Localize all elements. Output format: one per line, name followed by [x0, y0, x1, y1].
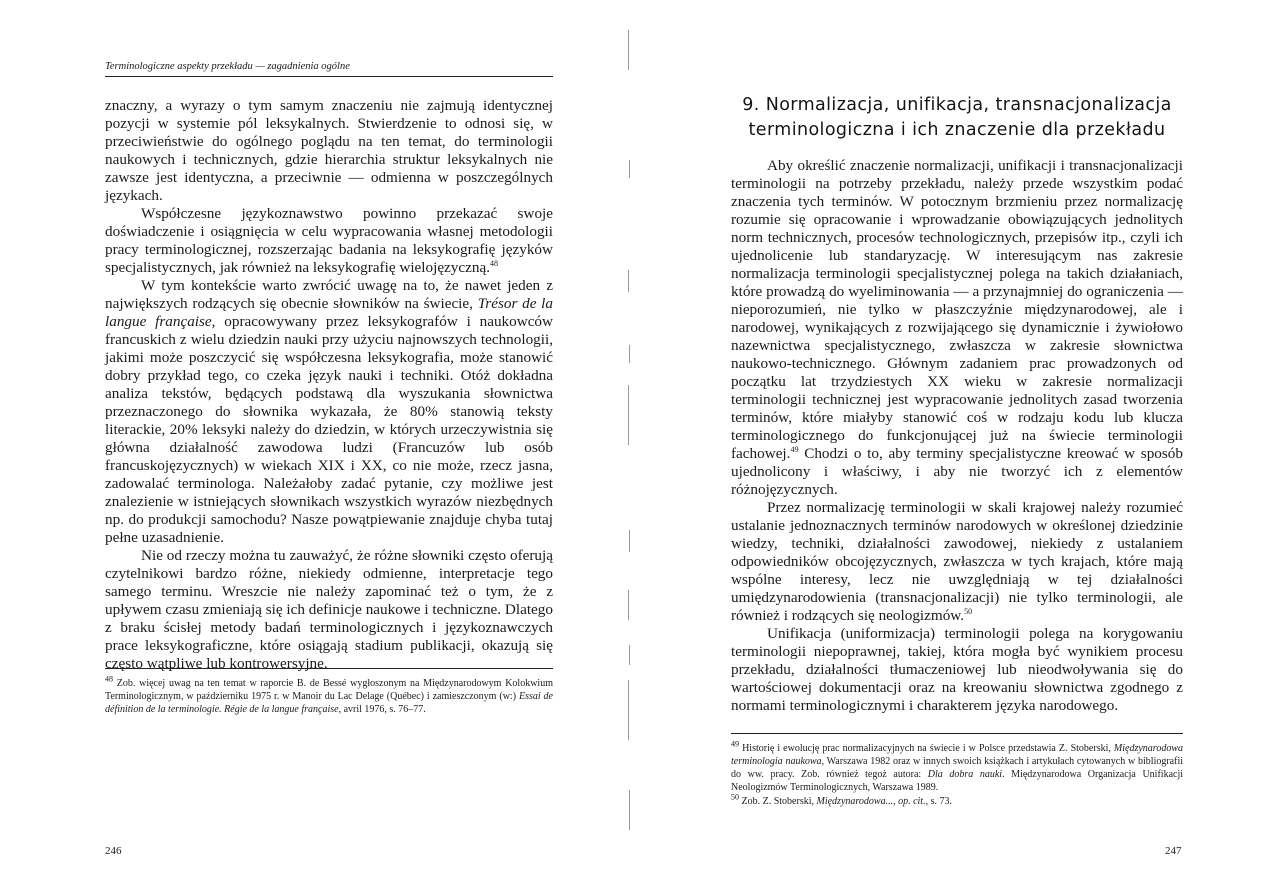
paragraph: Unifikacja (uniformizacja) terminologii polega na korygowaniu terminologii niepoprawnej, takiej, która mogła być wynikiem procesu przekładu, działalności tłumaczeniowej lub nieodwoływania się do wartościowej dokumentacji oraz na kreowaniu słownictwa zgodnego z normami terminologicznymi i charakterem języka narodowego.: [731, 625, 1183, 714]
page-number: 247: [1165, 845, 1182, 857]
paragraph-text: , opracowywany przez leksykografów i naukowców francuskich z wielu dziedzin nauki przy użyciu najnowszych technologii, jakimi może poszczycić się współczesna leksykografia, może stanowić dobry przykład tego, co czeka język nauki i techniki. Otóż dokładna analiza tekstów, będących podstawą dla wyszukania słownictwa przeznaczonego do słownika wykazała, że 80% stanowią teksty literackie, 20% leksyki należy do dziedzin, w których urzeczywistnia się główna działalność zawodowa ludzi (Francuzów lub osób francuskojęzycznych) w wiekach XIX i XX, co nie może, rzecz jasna, zadowalać terminologa. Należałoby zadać pytanie, czy możliwe jest znalezienie w istniejących słownikach wszystkich wyrazów niezbędnych np. do produkcji samochodu? Nasze powątpiewanie znajduje chyba tutaj pełne uzasadnienie.: [105, 313, 553, 546]
footnote-text: , avril 1976, s. 76–77.: [338, 704, 426, 715]
footnote-ref: 50: [964, 606, 973, 616]
paragraph-text: W tym kontekście warto zwrócić uwagę na to, że nawet jeden z największych rodzących się obecnie słowników na świecie,: [105, 277, 553, 312]
footnote-marker: 50: [731, 792, 739, 802]
footnote-marker: 48: [105, 674, 113, 684]
footnote-text: , s. 73.: [925, 796, 952, 807]
footnote-text: Historię i ewolucję prac normalizacyjnych na świecie i w Polsce przedstawia Z. Stoberski,: [742, 743, 1114, 754]
footnote-text: , Warszawa 1982 oraz w innych swoich książkach i artykułach cytowanych w bibliografii do ww. pracy. Zob. również tegoż autora:: [731, 756, 1183, 780]
paragraph-text: Współczesne językoznawstwo powinno przekazać swoje doświadczenie i osiągnięcia w celu wypracowania własnej metodologii pracy terminologicznej, rozszerzając badania na leksykografię języków specjalistycznych, jak również na leksykografię wielojęzyczną.: [105, 205, 553, 276]
book-title: Trésor de la langue française: [105, 295, 553, 330]
chapter-title-line: 9. Normalizacja, unifikacja, transnacjonalizacja: [742, 95, 1172, 115]
left-page: [0, 0, 620, 894]
paragraph-text: Aby określić znaczenie normalizacji, unifikacji i transnacjonalizacji terminologii na potrzeby przekładu, należy przede wszystkim podać znaczenia tych terminów. W potocznym brzmieniu przez normalizację rozumie się opracowanie i wprowadzanie obowiązujących jednolitych norm technicznych, procesów technologicznych, przepisów itp., czyli ich ujednolicenie lub standaryzację. W interesującym nas zakresie normalizacja terminologii specjalistycznej polega na takich działaniach, które prowadzą do wyeliminowania — a przynajmniej do ograniczenia — nieporozumień, nie tylko w płaszczyźnie międzynarodowej, ale i narodowej, wynikających z rozwijającego się dynamicznie i żywiołowo nazewnictwa specjalistycznego, zwłaszcza w zakresie słownictwa naukowo-technicznego. Głównym zadaniem prac prowadzonych od początku lat trzydziestych XX wieku w zakresie normalizacji terminologii technicznej jest wypracowanie jednolitych zasad tworzenia terminów, które miałyby stanowić coś w rodzaju kodu lub klucza terminologicznego do funkcjonującej już na świecie terminologii fachowej.: [731, 157, 1183, 462]
chapter-title-line: terminologiczna i ich znaczenie dla przekładu: [748, 120, 1166, 140]
paragraph: [731, 157, 1183, 499]
footnote-text: Zob. więcej uwag na ten temat w raporcie B. de Bessé wygłoszonym na Międzynarodowym Kolokwium Terminologicznym, w październiku 1975 r. w Manoir du Lac Delage (Québec) i zamieszczonym (w:): [105, 678, 553, 702]
footnote-italic: Międzynarodowa..., op. cit.: [816, 796, 926, 807]
left-body-text: [105, 97, 553, 673]
paragraph: [731, 499, 1183, 625]
paragraph-text: Przez normalizację terminologii w skali krajowej należy rozumieć ustalanie jednoznacznych terminów narodowych w określonej dziedzinie wiedzy, techniki, działalności zawodowej, niekiedy z ustalaniem odpowiedników obcojęzycznych, zwłaszcza w tych krajach, które mają wspólne interesy, lecz nie uwzględniają w tej działalności umiędzynarodowienia (transnacjonalizacji) nie tylko terminologii, ale również i rodzących się neologizmów.: [731, 499, 1183, 624]
footnote-italic: Dla dobra nauki: [927, 769, 1003, 780]
paragraph-text: Chodzi o to, aby terminy specjalistyczne kreować w sposób ujednolicony i właściwy, i aby nie tworzyć ich z elementów różnojęzycznych.: [731, 445, 1183, 498]
page-number: 246: [105, 845, 122, 857]
paragraph: [105, 205, 553, 277]
footnote-ref: 49: [790, 444, 799, 454]
footnote: [105, 674, 554, 716]
paragraph: znaczny, a wyrazy o tym samym znaczeniu nie zajmują identycznej pozycji w systemie pól leksykalnych. Stwierdzenie to odnosi się, w przeciwieństwie do ogólnego poglądu na ten temat, do terminologii naukowych i technicznych, gdzie hierarchia struktur leksykalnych nie zawsze jest identyczna, a przeciwnie — odmienna w poszczególnych językach.: [105, 97, 553, 204]
right-body-text: [731, 157, 1183, 715]
footnote-text: Zob. Z. Stoberski,: [741, 796, 817, 807]
paragraph: Nie od rzeczy można tu zauważyć, że różne słowniki często oferują czytelnikowi bardzo różne, niekiedy odmienne, interpretacje tego samego terminu. Wreszcie nie należy zapominać też o tym, że z upływem czasu zmieniają się ich definicje naukowe i techniczne. Dlatego z braku ścisłej metody badań terminologicznych i językoznawczych prace leksykograficzne, które osiągają stadium publikacji, okazują się często wątpliwe lub kontrowersyjne.: [105, 547, 553, 672]
footnote: [731, 792, 1183, 808]
footnote: [731, 739, 1184, 794]
footnote-italic: Międzynarodowa terminologia naukowa: [731, 743, 1183, 767]
running-header: Terminologiczne aspekty przekładu — zagadnienia ogólne: [105, 60, 553, 77]
footnote-ref: 48: [490, 258, 499, 268]
footnote-italic: Essai de définition de la terminologie. Régie de la langue française: [105, 691, 554, 715]
right-page: [630, 0, 1262, 894]
footnote-marker: 49: [731, 739, 739, 749]
paragraph: [105, 277, 553, 547]
footnotes: [731, 733, 1183, 809]
footnote-text: . Międzynarodowa Organizacja Unifikacji Neologizmów Terminologicznych, Warszawa 1989.: [731, 769, 1184, 793]
chapter-title: [731, 93, 1183, 143]
footnotes: [105, 668, 553, 717]
